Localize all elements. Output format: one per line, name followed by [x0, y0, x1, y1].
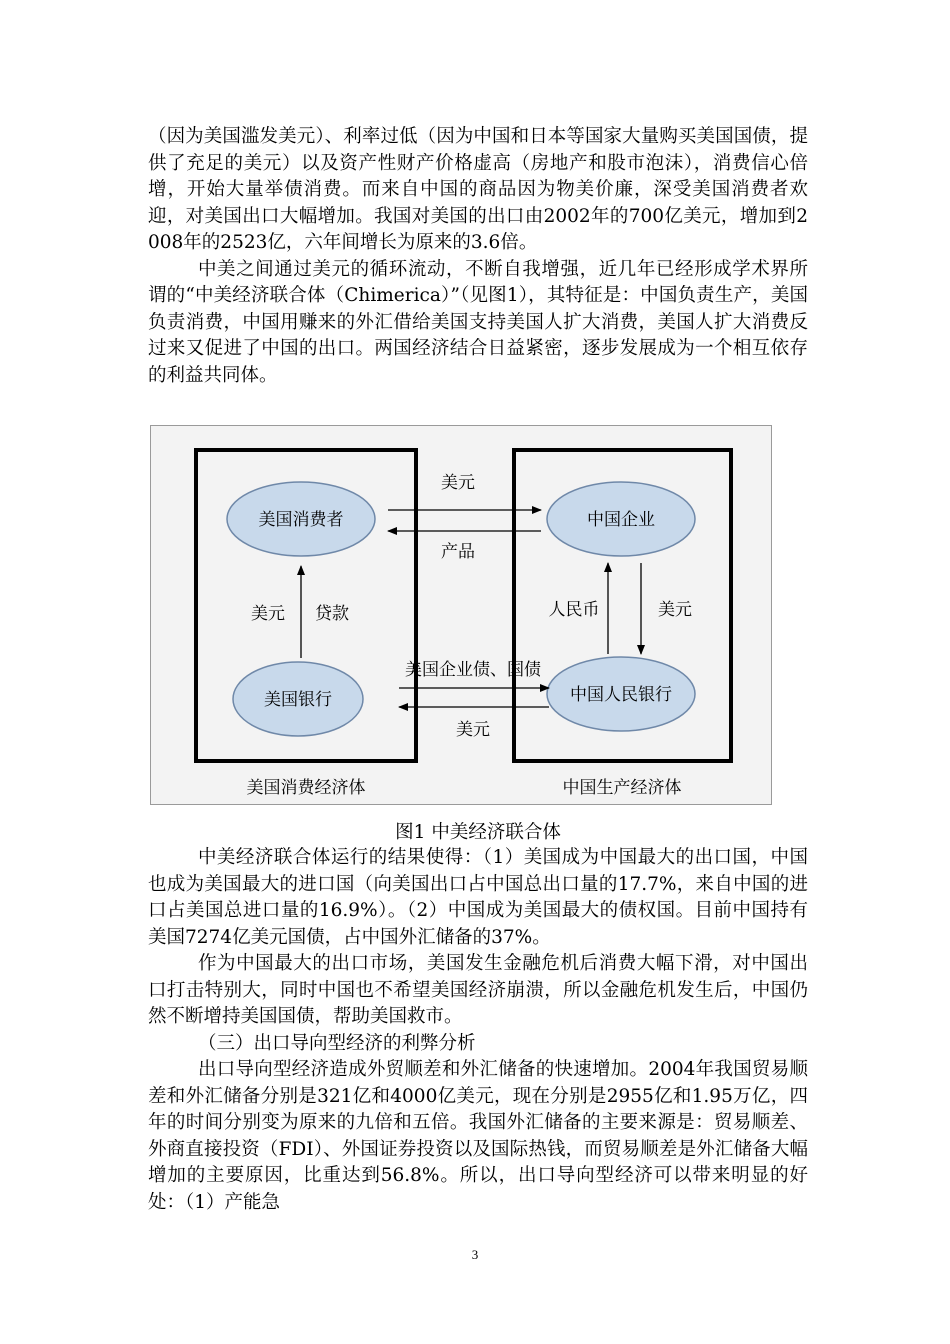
bonds-label: 美国企业债、国债 — [405, 660, 541, 680]
paragraph: （因为美国滥发美元）、利率过低（因为中国和日本等国家大量购买美国国债，提供了充足的美元）以及资产性财产价格虚高（房地产和股市泡沫），消费信心倍增，开始大量举债消费。而来自中国的商品因为物美价廉，深受美国消费者欢迎，对美国出口大幅增加。我国对美国的出口由2002年的700亿美元，增加到2008年的2523亿，六年间增长为原来的3.6倍。 — [148, 126, 808, 253]
usd-bottom-label: 美元 — [456, 720, 490, 740]
usd-top-label: 美元 — [441, 473, 475, 493]
section-heading: （三）出口导向型经济的利弊分析 — [197, 1032, 476, 1054]
paragraph: 作为中国最大的出口市场，美国发生金融危机后消费大幅下滑，对中国出口打击特别大，同时中国也不希望美国经济崩溃，所以金融危机发生后，中国仍然不断增持美国国债，帮助美国救市。 — [148, 953, 808, 1027]
paragraph: 出口导向型经济造成外贸顺差和外汇储备的快速增加。2004年我国贸易顺差和外汇储备分别是321亿和4000亿美元，现在分别是2955亿和1.95万亿，四年的时间分别变为原来的九倍和五倍。我国外汇储备的主要来源是：贸易顺差、外商直接投资（FDI）、外国证券投资以及国际热钱，而贸易顺差是外汇储备大幅增加的主要原因，比重达到56.8%。所以，出口导向型经济可以带来明显的好处：（1）产能急 — [148, 1059, 808, 1213]
china-enterprise-label: 中国企业 — [587, 510, 655, 530]
usd-left-label: 美元 — [251, 604, 285, 624]
body-text-bottom — [148, 845, 808, 1216]
figure-caption: 图1 中美经济联合体 — [395, 822, 561, 843]
us-economy-label: 美国消费经济体 — [246, 778, 366, 798]
paragraph: 中美之间通过美元的循环流动，不断自我增强，近几年已经形成学术界所谓的“中美经济联合体（Chimerica）”（见图1），其特征是：中国负责生产，美国负责消费，中国用赚来的外汇借给美国支持美国人扩大消费，美国人扩大消费反过来又促进了中国的出口。两国经济结合日益紧密，逐步发展成为一个相互依存的利益共同体。 — [148, 258, 808, 386]
product-label: 产品 — [441, 542, 475, 562]
diagram-canvas — [151, 426, 773, 806]
chimerica-diagram — [150, 425, 772, 805]
paragraph: 中美经济联合体运行的结果使得：（1）美国成为中国最大的出口国，中国也成为美国最大的进口国（向美国出口占中国总出口量的17.7%，来自中国的进口占美国总进口量的16.9%）。（2）中国成为美国最大的债权国。目前中国持有美国7274亿美元国债，占中国外汇储备的37%。 — [148, 847, 808, 948]
page-number: 3 — [471, 1247, 479, 1262]
body-text-top — [148, 124, 808, 389]
china-economy-label: 中国生产经济体 — [562, 778, 682, 798]
rmb-label: 人民币 — [548, 600, 600, 620]
pboc-label: 中国人民银行 — [570, 685, 672, 705]
usd-right-label: 美元 — [658, 600, 692, 620]
us-bank-label: 美国银行 — [264, 690, 332, 710]
loan-label: 贷款 — [315, 604, 349, 624]
us-consumer-label: 美国消费者 — [258, 510, 344, 530]
